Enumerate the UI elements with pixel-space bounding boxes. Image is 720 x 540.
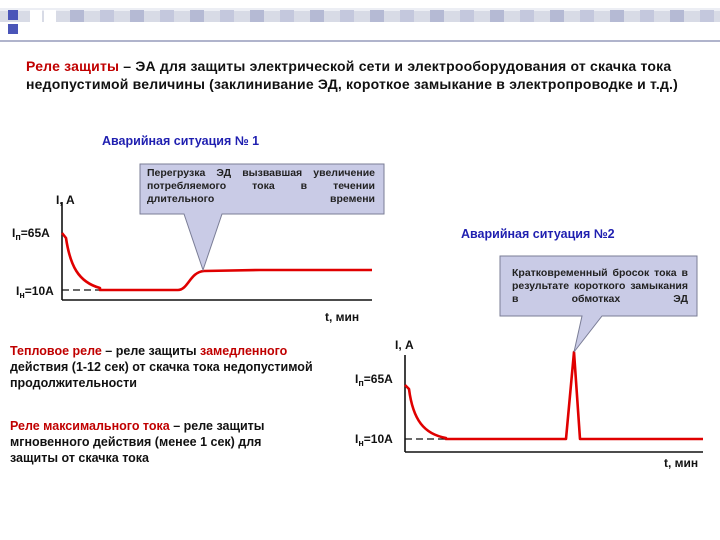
intro-term: Реле защиты — [26, 58, 120, 74]
header-checker-strip — [0, 8, 720, 22]
max-current-relay-term: Реле максимального тока — [10, 419, 170, 433]
chart2 — [405, 352, 703, 452]
header-rule — [0, 40, 720, 42]
max-current-relay-paragraph: Реле максимального тока – реле защиты мгновенного действия (менее 1 сек) для защиты от скачка тока — [10, 419, 265, 465]
chart1-x-label: t, мин — [325, 310, 360, 324]
situation1-title: Аварийная ситуация № 1 — [102, 134, 260, 148]
chart1-current-curve — [62, 233, 372, 290]
intro-paragraph — [26, 57, 716, 93]
chart1-nominal-label: $I_н=10А$ — [16, 284, 54, 300]
thermal-relay-term: Тепловое реле — [10, 344, 102, 358]
thermal-relay-paragraph: Тепловое реле – реле защиты замедленного действия (1-12 сек) от скачка тока недопустимой продолжительности — [10, 344, 313, 390]
chart1-y-label: I, А — [56, 193, 75, 207]
chart2-peak-label: $I_п=65А$ — [355, 372, 393, 388]
chart2-nominal-label: $I_н=10А$ — [355, 432, 393, 448]
intro-text: ЭА для защиты электрической сети и электрооборудования от скачка тока недопустимой величины (заклинивание ЭД, короткое замыкание в электропроводке и т.д.) — [26, 58, 679, 92]
chart2-y-label: I, А — [395, 338, 414, 352]
callout1-text: Перегрузка ЭД вызвавшая увеличение потребляемого тока в течении длительного времени — [147, 167, 375, 205]
header-accent-square — [8, 24, 18, 34]
callout2-text: Кратковременный бросок тока в результате короткого замыкания в обмотках ЭД — [512, 267, 688, 305]
thermal-relay-highlight: замедленного — [200, 344, 288, 358]
chart2-current-curve — [405, 352, 703, 439]
situation2-title: Аварийная ситуация №2 — [461, 227, 615, 241]
intro-dash: – — [119, 58, 136, 74]
chart1-peak-label: $I_п=65А$ — [12, 226, 50, 242]
chart2-x-label: t, мин — [664, 456, 699, 470]
